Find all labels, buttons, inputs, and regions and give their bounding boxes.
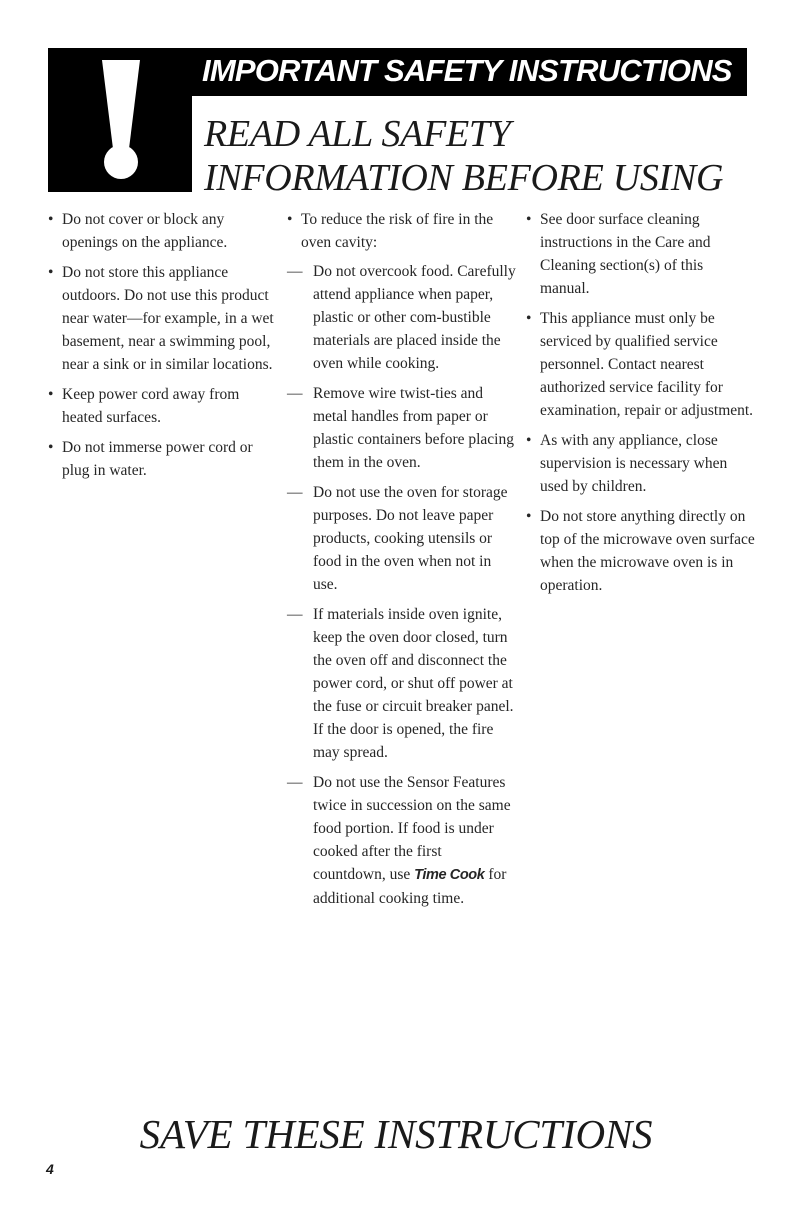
- item-text-end: for additional cooking time.: [313, 866, 507, 907]
- dash-item: [287, 771, 517, 910]
- list-item: [526, 307, 756, 422]
- dash-marker: —: [287, 484, 303, 501]
- dash-item: [287, 260, 517, 375]
- bullet-marker: •: [48, 264, 54, 281]
- subtitle-line-1: READ ALL SAFETY: [204, 113, 511, 155]
- item-text: As with any appliance, close supervision is necessary when used by children.: [540, 432, 728, 495]
- list-item: [287, 208, 517, 254]
- bullet-marker: •: [48, 386, 54, 403]
- bullet-marker: •: [287, 211, 293, 228]
- column-1: [48, 208, 278, 489]
- bullet-marker: •: [526, 211, 532, 228]
- bullet-marker: •: [526, 508, 532, 525]
- title-banner: [192, 48, 747, 96]
- list-item: [48, 208, 278, 254]
- list-item: [48, 383, 278, 429]
- time-cook-label: Time Cook: [414, 867, 485, 883]
- column-2: [287, 208, 517, 917]
- item-text: Do not use the oven for storage purposes. Do not leave paper products, cooking utensils or food in the oven when not in use.: [313, 484, 508, 593]
- item-text: If materials inside oven ignite, keep the oven door closed, turn the oven off and disconnect the power cord, or shut off power at the fuse or circuit breaker panel. If the door is opened, the fire may spread.: [313, 606, 514, 761]
- item-text: Do not cover or block any openings on the appliance.: [62, 211, 228, 251]
- item-text: This appliance must only be serviced by qualified service personnel. Contact nearest authorized service facility for examination, repair or adjustment.: [540, 310, 754, 419]
- exclamation-bar: [102, 60, 140, 152]
- list-item: [48, 436, 278, 482]
- warning-block: [48, 48, 192, 192]
- page-number: 4: [46, 1161, 54, 1177]
- exclamation-dot: [104, 145, 138, 179]
- dash-marker: —: [287, 606, 303, 623]
- save-instructions-title: SAVE THESE INSTRUCTIONS: [139, 1111, 653, 1157]
- item-text: To reduce the risk of fire in the oven cavity:: [301, 211, 494, 251]
- item-text: See door surface cleaning instructions in the Care and Cleaning section(s) of this manual.: [540, 211, 711, 297]
- column-3: [526, 208, 756, 604]
- dash-marker: —: [287, 774, 303, 791]
- bullet-marker: •: [526, 432, 532, 449]
- item-text: Do not overcook food. Carefully attend appliance when paper, plastic or other com-bustible materials are placed inside the oven while cooking.: [313, 263, 516, 372]
- subtitle-line-2: INFORMATION BEFORE USING: [204, 157, 724, 199]
- dash-marker: —: [287, 385, 303, 402]
- banner-title: IMPORTANT SAFETY INSTRUCTIONS: [202, 53, 732, 88]
- item-text: Do not immerse power cord or plug in water.: [62, 439, 253, 479]
- item-text: Do not use the Sensor Features twice in succession on the same food portion. If food is under cooked after the first countdown, use: [313, 774, 511, 883]
- list-item: [526, 505, 756, 597]
- bullet-marker: •: [48, 439, 54, 456]
- item-text: Do not store anything directly on top of the microwave oven surface when the microwave oven is in operation.: [540, 508, 755, 594]
- page-subtitle: [204, 112, 764, 200]
- list-item: [526, 429, 756, 498]
- list-item: [48, 261, 278, 376]
- item-text: Keep power cord away from heated surfaces.: [62, 386, 240, 426]
- item-text: Do not store this appliance outdoors. Do not use this product near water—for example, in a wet basement, near a swimming pool, near a sink or in similar locations.: [62, 264, 274, 373]
- bullet-marker: •: [48, 211, 54, 228]
- dash-item: [287, 382, 517, 474]
- dash-marker: —: [287, 263, 303, 280]
- bullet-marker: •: [526, 310, 532, 327]
- item-text: Remove wire twist-ties and metal handles from paper or plastic containers before placing them in the oven.: [313, 385, 514, 471]
- dash-item: [287, 603, 517, 764]
- list-item: [526, 208, 756, 300]
- dash-item: [287, 481, 517, 596]
